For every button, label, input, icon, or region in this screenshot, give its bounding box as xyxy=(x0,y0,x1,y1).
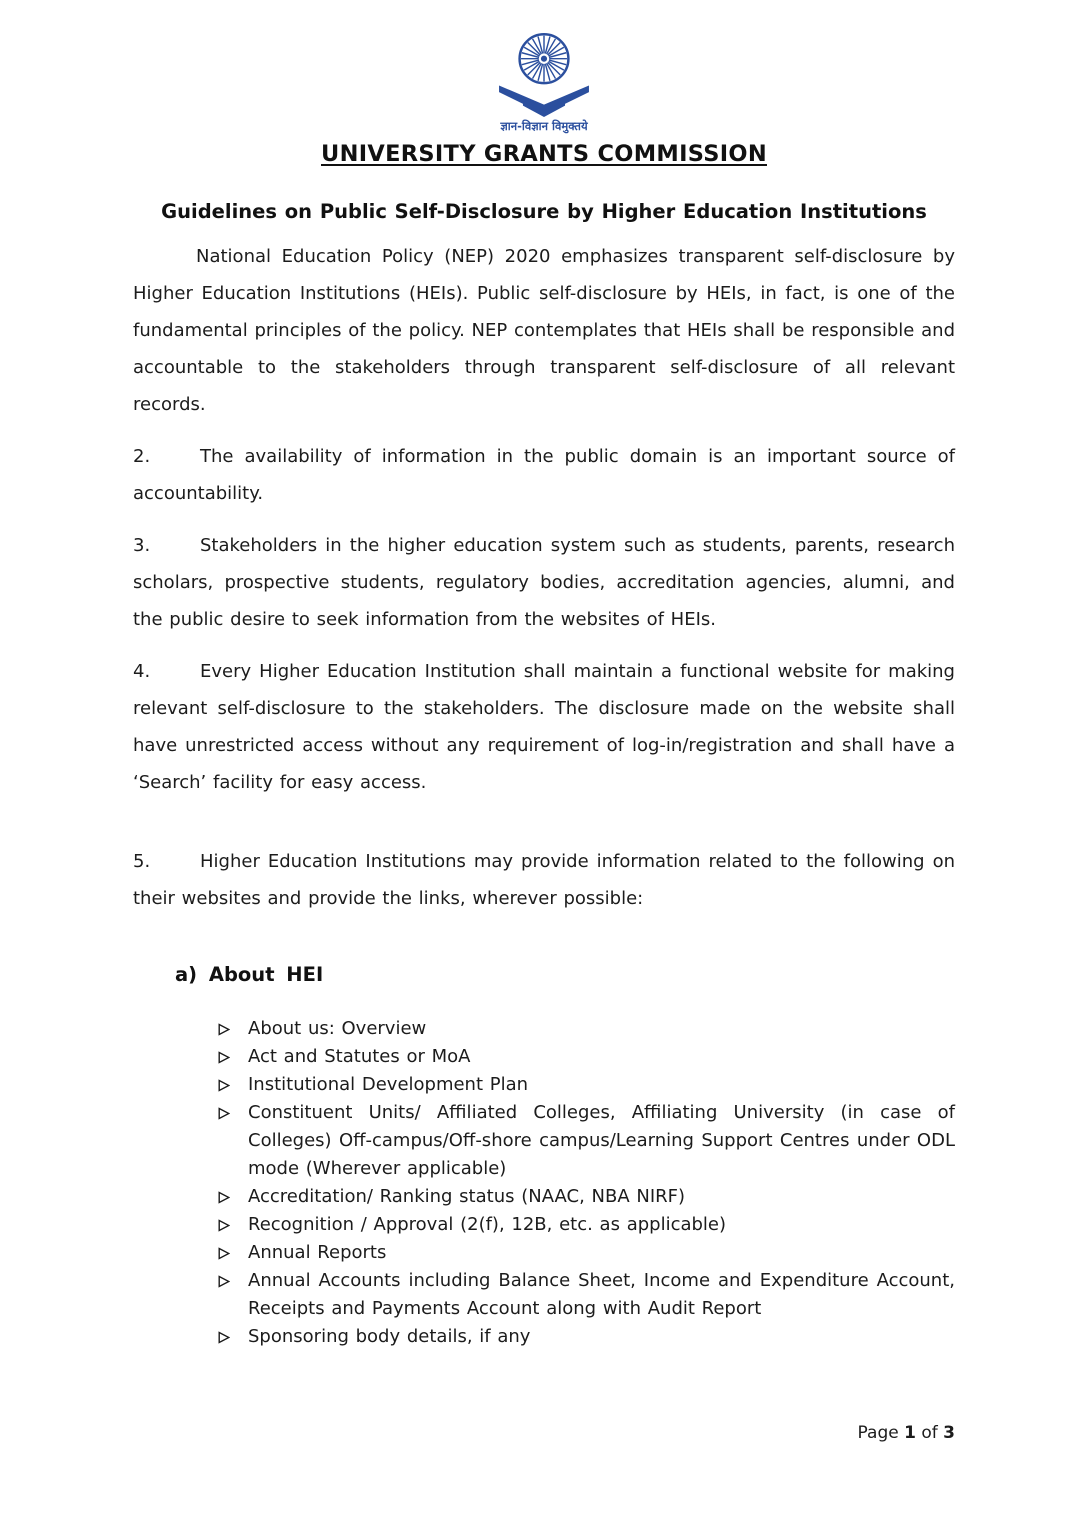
arrow-bullet-icon xyxy=(218,1323,248,1351)
paragraph-3-number: 3. xyxy=(133,535,151,556)
arrow-bullet-icon xyxy=(218,1239,248,1267)
list-item-text: Sponsoring body details, if any xyxy=(248,1326,531,1347)
paragraph-2-number: 2. xyxy=(133,446,151,467)
list-item xyxy=(218,1099,955,1183)
paragraph-3 xyxy=(133,527,955,638)
arrow-bullet-icon xyxy=(218,1211,248,1239)
list-item-text: Constituent Units/ Affiliated Colleges, Affiliating University (in case of Colleges) Off-campus/Off-shore campus/Learning Support Centres under ODL mode (Wherever applicable) xyxy=(248,1102,955,1179)
paragraph-2 xyxy=(133,438,955,512)
paragraph-4-number: 4. xyxy=(133,661,151,682)
paragraph-1 xyxy=(133,238,955,423)
ugc-emblem-icon xyxy=(491,30,597,118)
footer-total-pages: 3 xyxy=(943,1423,955,1443)
about-hei-bullet-list xyxy=(133,1015,955,1351)
ugc-logo xyxy=(491,30,597,134)
list-item xyxy=(218,1015,955,1043)
arrow-bullet-icon xyxy=(218,1043,248,1071)
list-item xyxy=(218,1239,955,1267)
list-item-text: About us: Overview xyxy=(248,1018,427,1039)
list-item xyxy=(218,1071,955,1099)
arrow-bullet-icon xyxy=(218,1267,248,1323)
list-item xyxy=(218,1183,955,1211)
list-item-text: Annual Accounts including Balance Sheet, Income and Expenditure Account, Receipts and Payments Account along with Audit Report xyxy=(248,1270,955,1319)
arrow-bullet-icon xyxy=(218,1071,248,1099)
paragraph-4 xyxy=(133,653,955,801)
footer-prefix: Page xyxy=(857,1423,905,1443)
arrow-bullet-icon xyxy=(218,1099,248,1183)
paragraph-3-text: Stakeholders in the higher education system such as students, parents, research scholars, prospective students, regulatory bodies, accreditation agencies, alumni, and the public desire to seek information from the websites of HEIs. xyxy=(133,535,955,630)
list-item-text: Accreditation/ Ranking status (NAAC, NBA NIRF) xyxy=(248,1186,686,1207)
list-item xyxy=(218,1043,955,1071)
org-title: UNIVERSITY GRANTS COMMISSION xyxy=(321,141,767,167)
page-number-footer xyxy=(858,1423,955,1443)
list-item xyxy=(218,1323,955,1351)
paragraph-5-number: 5. xyxy=(133,851,151,872)
arrow-bullet-icon xyxy=(218,1183,248,1211)
footer-current-page: 1 xyxy=(904,1423,916,1443)
paragraph-1-text: National Education Policy (NEP) 2020 emphasizes transparent self-disclosure by Higher Education Institutions (HEIs). Public self-disclosure by HEIs, in fact, is one of the fundamental principles of the policy. NEP contemplates that HEIs shall be responsible and accountable to the stakeholders through transparent self-disclosure of all relevant records. xyxy=(133,246,955,415)
arrow-bullet-icon xyxy=(218,1015,248,1043)
logo-motto: ज्ञान-विज्ञान विमुक्तये xyxy=(500,119,588,133)
section-heading-about-hei: a) About HEI xyxy=(175,963,324,986)
list-item-text: Act and Statutes or MoA xyxy=(248,1046,471,1067)
list-item-text: Annual Reports xyxy=(248,1242,387,1263)
footer-separator: of xyxy=(915,1423,944,1443)
list-item-text: Institutional Development Plan xyxy=(248,1074,529,1095)
paragraph-4-text: Every Higher Education Institution shall maintain a functional website for making relevant self-disclosure to the stakeholders. The disclosure made on the website shall have unrestricted access without any requirement of log-in/registration and shall have a ‘Search’ facility for easy access. xyxy=(133,661,955,793)
document-subtitle: Guidelines on Public Self-Disclosure by Higher Education Institutions xyxy=(161,200,927,223)
list-item-text: Recognition / Approval (2(f), 12B, etc. as applicable) xyxy=(248,1214,727,1235)
list-item xyxy=(218,1211,955,1239)
paragraph-5 xyxy=(133,843,955,917)
list-item xyxy=(218,1267,955,1323)
document-header xyxy=(133,30,955,167)
paragraph-5-text: Higher Education Institutions may provide information related to the following on their websites and provide the links, wherever possible: xyxy=(133,851,955,909)
paragraph-2-text: The availability of information in the public domain is an important source of accountability. xyxy=(133,446,955,504)
